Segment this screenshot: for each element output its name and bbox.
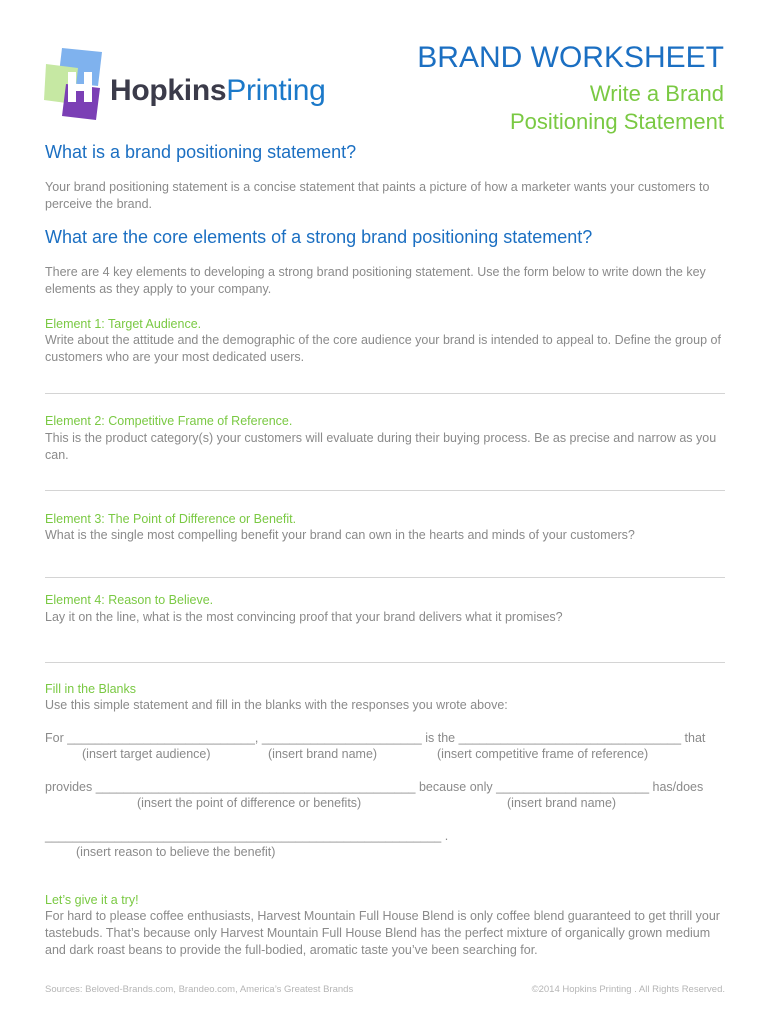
example-label: Let’s give it a try! xyxy=(45,893,139,907)
footer-sources: Sources: Beloved-Brands.com, Brandeo.com, America’s Greatest Brands xyxy=(45,984,354,995)
hint-reason-to-believe: (insert reason to believe the benefit) xyxy=(76,845,276,859)
section-1-heading: What is a brand positioning statement? xyxy=(45,142,357,162)
logo-wordmark xyxy=(110,76,326,106)
fill-blanks-label: Fill in the Blanks xyxy=(45,682,137,696)
element-4-answer-line[interactable] xyxy=(45,662,725,663)
element-3-label: Element 3: The Point of Difference or Benefit. xyxy=(45,512,297,526)
subtitle-line-2: Positioning Statement xyxy=(509,109,724,134)
page-title: BRAND WORKSHEET xyxy=(417,41,724,74)
logo-light-text: Printing xyxy=(226,74,326,107)
element-1-answer-line[interactable] xyxy=(45,393,725,394)
element-2-body: This is the product category(s) your customers will evaluate during their buying process. Be as precise and narrow as you can. xyxy=(45,431,717,462)
element-2-answer-line[interactable] xyxy=(45,490,725,491)
element-2-label: Element 2: Competitive Frame of Reference. xyxy=(45,414,293,428)
hint-benefits: (insert the point of difference or benefits) xyxy=(137,796,362,810)
hint-target-audience: (insert target audience) xyxy=(82,747,211,761)
logo-mark-icon xyxy=(44,46,106,122)
subtitle-line-1: Write a Brand xyxy=(589,81,724,106)
fill-line-3[interactable]: _________________________________________________________ . xyxy=(45,829,449,843)
fill-blanks-intro: Use this simple statement and fill in the blanks with the responses you wrote above: xyxy=(45,698,508,712)
hint-brand-name-1: (insert brand name) xyxy=(268,747,378,761)
fill-line-1[interactable]: For ___________________________, _______________________ is the ________________________________ that xyxy=(45,731,706,745)
section-1-body: Your brand positioning statement is a concise statement that paints a picture of how a marketer wants your customers to perceive the brand. xyxy=(45,180,710,211)
page-subtitle xyxy=(510,80,724,136)
hint-competitive-frame: (insert competitive frame of reference) xyxy=(437,747,649,761)
element-4-label: Element 4: Reason to Believe. xyxy=(45,593,214,607)
section-2-heading: What are the core elements of a strong brand positioning statement? xyxy=(45,227,593,247)
section-2-body: There are 4 key elements to developing a strong brand positioning statement. Use the form below to write down the key elements as they apply to your company. xyxy=(45,265,706,296)
logo-bold-text: Hopkins xyxy=(110,74,227,107)
element-1-body: Write about the attitude and the demographic of the core audience your brand is intended to appeal to. Define the group of customers who are your most dedicated users. xyxy=(45,333,721,364)
hint-brand-name-2: (insert brand name) xyxy=(507,796,617,810)
example-body: For hard to please coffee enthusiasts, Harvest Mountain Full House Blend is only coffee blend guaranteed to get thrill your tastebuds. That’s because only Harvest Mountain Full House Blend has the perfect mixture of organically grown medium and dark roast beans to provide the full-bodied, aromatic taste you’ve been searching for. xyxy=(45,909,720,957)
element-4-body: Lay it on the line, what is the most convincing proof that your brand delivers what it promises? xyxy=(45,610,563,624)
hopkins-printing-logo xyxy=(44,46,334,122)
element-3-answer-line[interactable] xyxy=(45,577,725,578)
element-1-label: Element 1: Target Audience. xyxy=(45,317,202,331)
footer-copyright: ©2014 Hopkins Printing . All Rights Reserved. xyxy=(531,984,725,995)
element-3-body: What is the single most compelling benefit your brand can own in the hearts and minds of your customers? xyxy=(45,528,635,542)
fill-line-2[interactable]: provides ______________________________________________ because only ______________________ has/does xyxy=(45,780,704,794)
